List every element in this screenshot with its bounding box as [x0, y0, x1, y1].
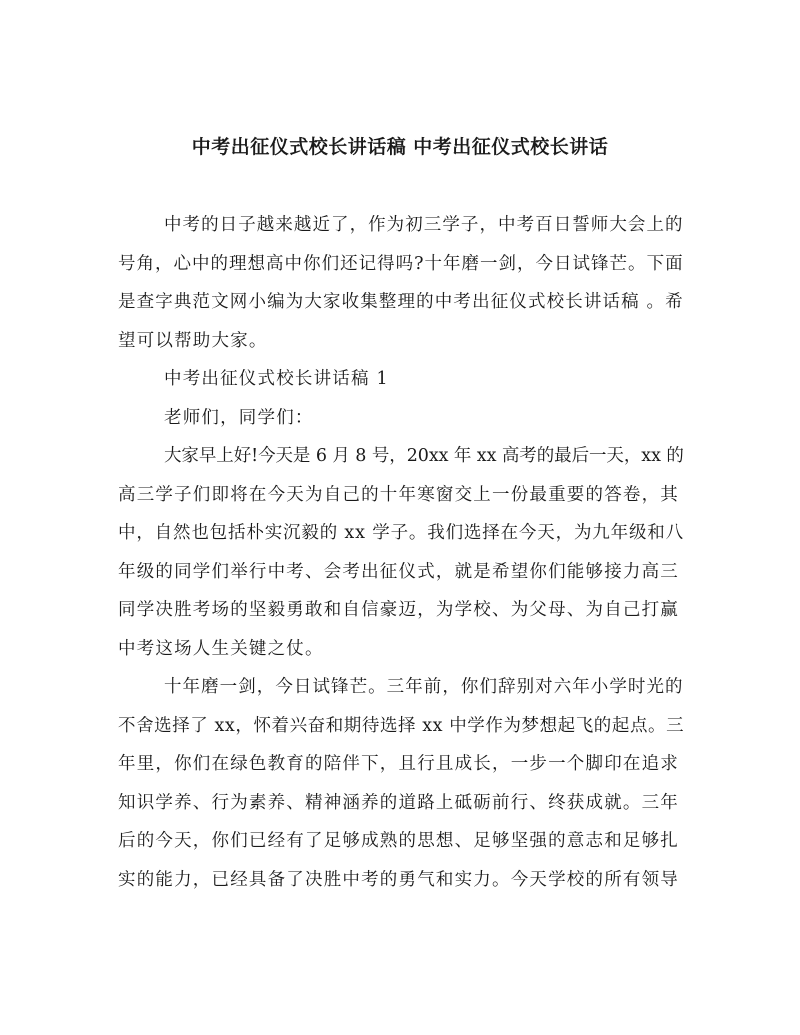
text-line: 号角，心中的理想高中你们还记得吗?十年磨一剑，今日试锋芒。下面	[118, 253, 684, 274]
text-line: 实的能力，已经具备了决胜中考的勇气和实力。今天学校的所有领导	[118, 869, 679, 890]
text-line: 中考出征仪式校长讲话稿 1	[164, 369, 389, 389]
document-body	[118, 206, 684, 899]
text-line: 大家早上好!今天是 6 月 8 号，20xx 年 xx 高考的最后一天，xx 的	[164, 446, 684, 466]
text-line: 年里，你们在绿色教育的陪伴下，且行且成长，一步一个脚印在追求	[118, 754, 679, 774]
text-line: 中，自然也包括朴实沉毅的 xx 学子。我们选择在今天，为九年级和八	[118, 523, 684, 543]
document-title: 中考出征仪式校长讲话稿 中考出征仪式校长讲话	[191, 136, 609, 158]
text-line: 知识学养、行为素养、精神涵养的道路上砥砺前行、终获成就。三年	[118, 792, 679, 813]
text-line: 不舍选择了 xx，怀着兴奋和期待选择 xx 中学作为梦想起飞的起点。三	[118, 715, 685, 736]
text-line: 高三学子们即将在今天为自己的十年寒窗交上一份最重要的答卷，其	[118, 484, 679, 505]
text-line: 十年磨一剑，今日试锋芒。三年前，你们辞别对六年小学时光的	[164, 677, 684, 697]
text-line: 后的今天，你们已经有了足够成熟的思想、足够坚强的意志和足够扎	[118, 831, 679, 851]
text-line: 老师们，同学们：	[164, 407, 314, 428]
text-line: 望可以帮助大家。	[118, 330, 268, 351]
text-line: 是查字典范文网小编为大家收集整理的中考出征仪式校长讲话稿 。希	[118, 292, 684, 312]
text-line: 中考这场人生关键之仗。	[118, 638, 324, 659]
text-line: 年级的同学们举行中考、会考出征仪式，就是希望你们能够接力高三	[118, 561, 679, 582]
text-line: 同学决胜考场的坚毅勇敢和自信豪迈，为学校、为父母、为自己打赢	[118, 600, 679, 620]
text-line: 中考的日子越来越近了，作为初三学子，中考百日誓师大会上的	[164, 215, 684, 235]
